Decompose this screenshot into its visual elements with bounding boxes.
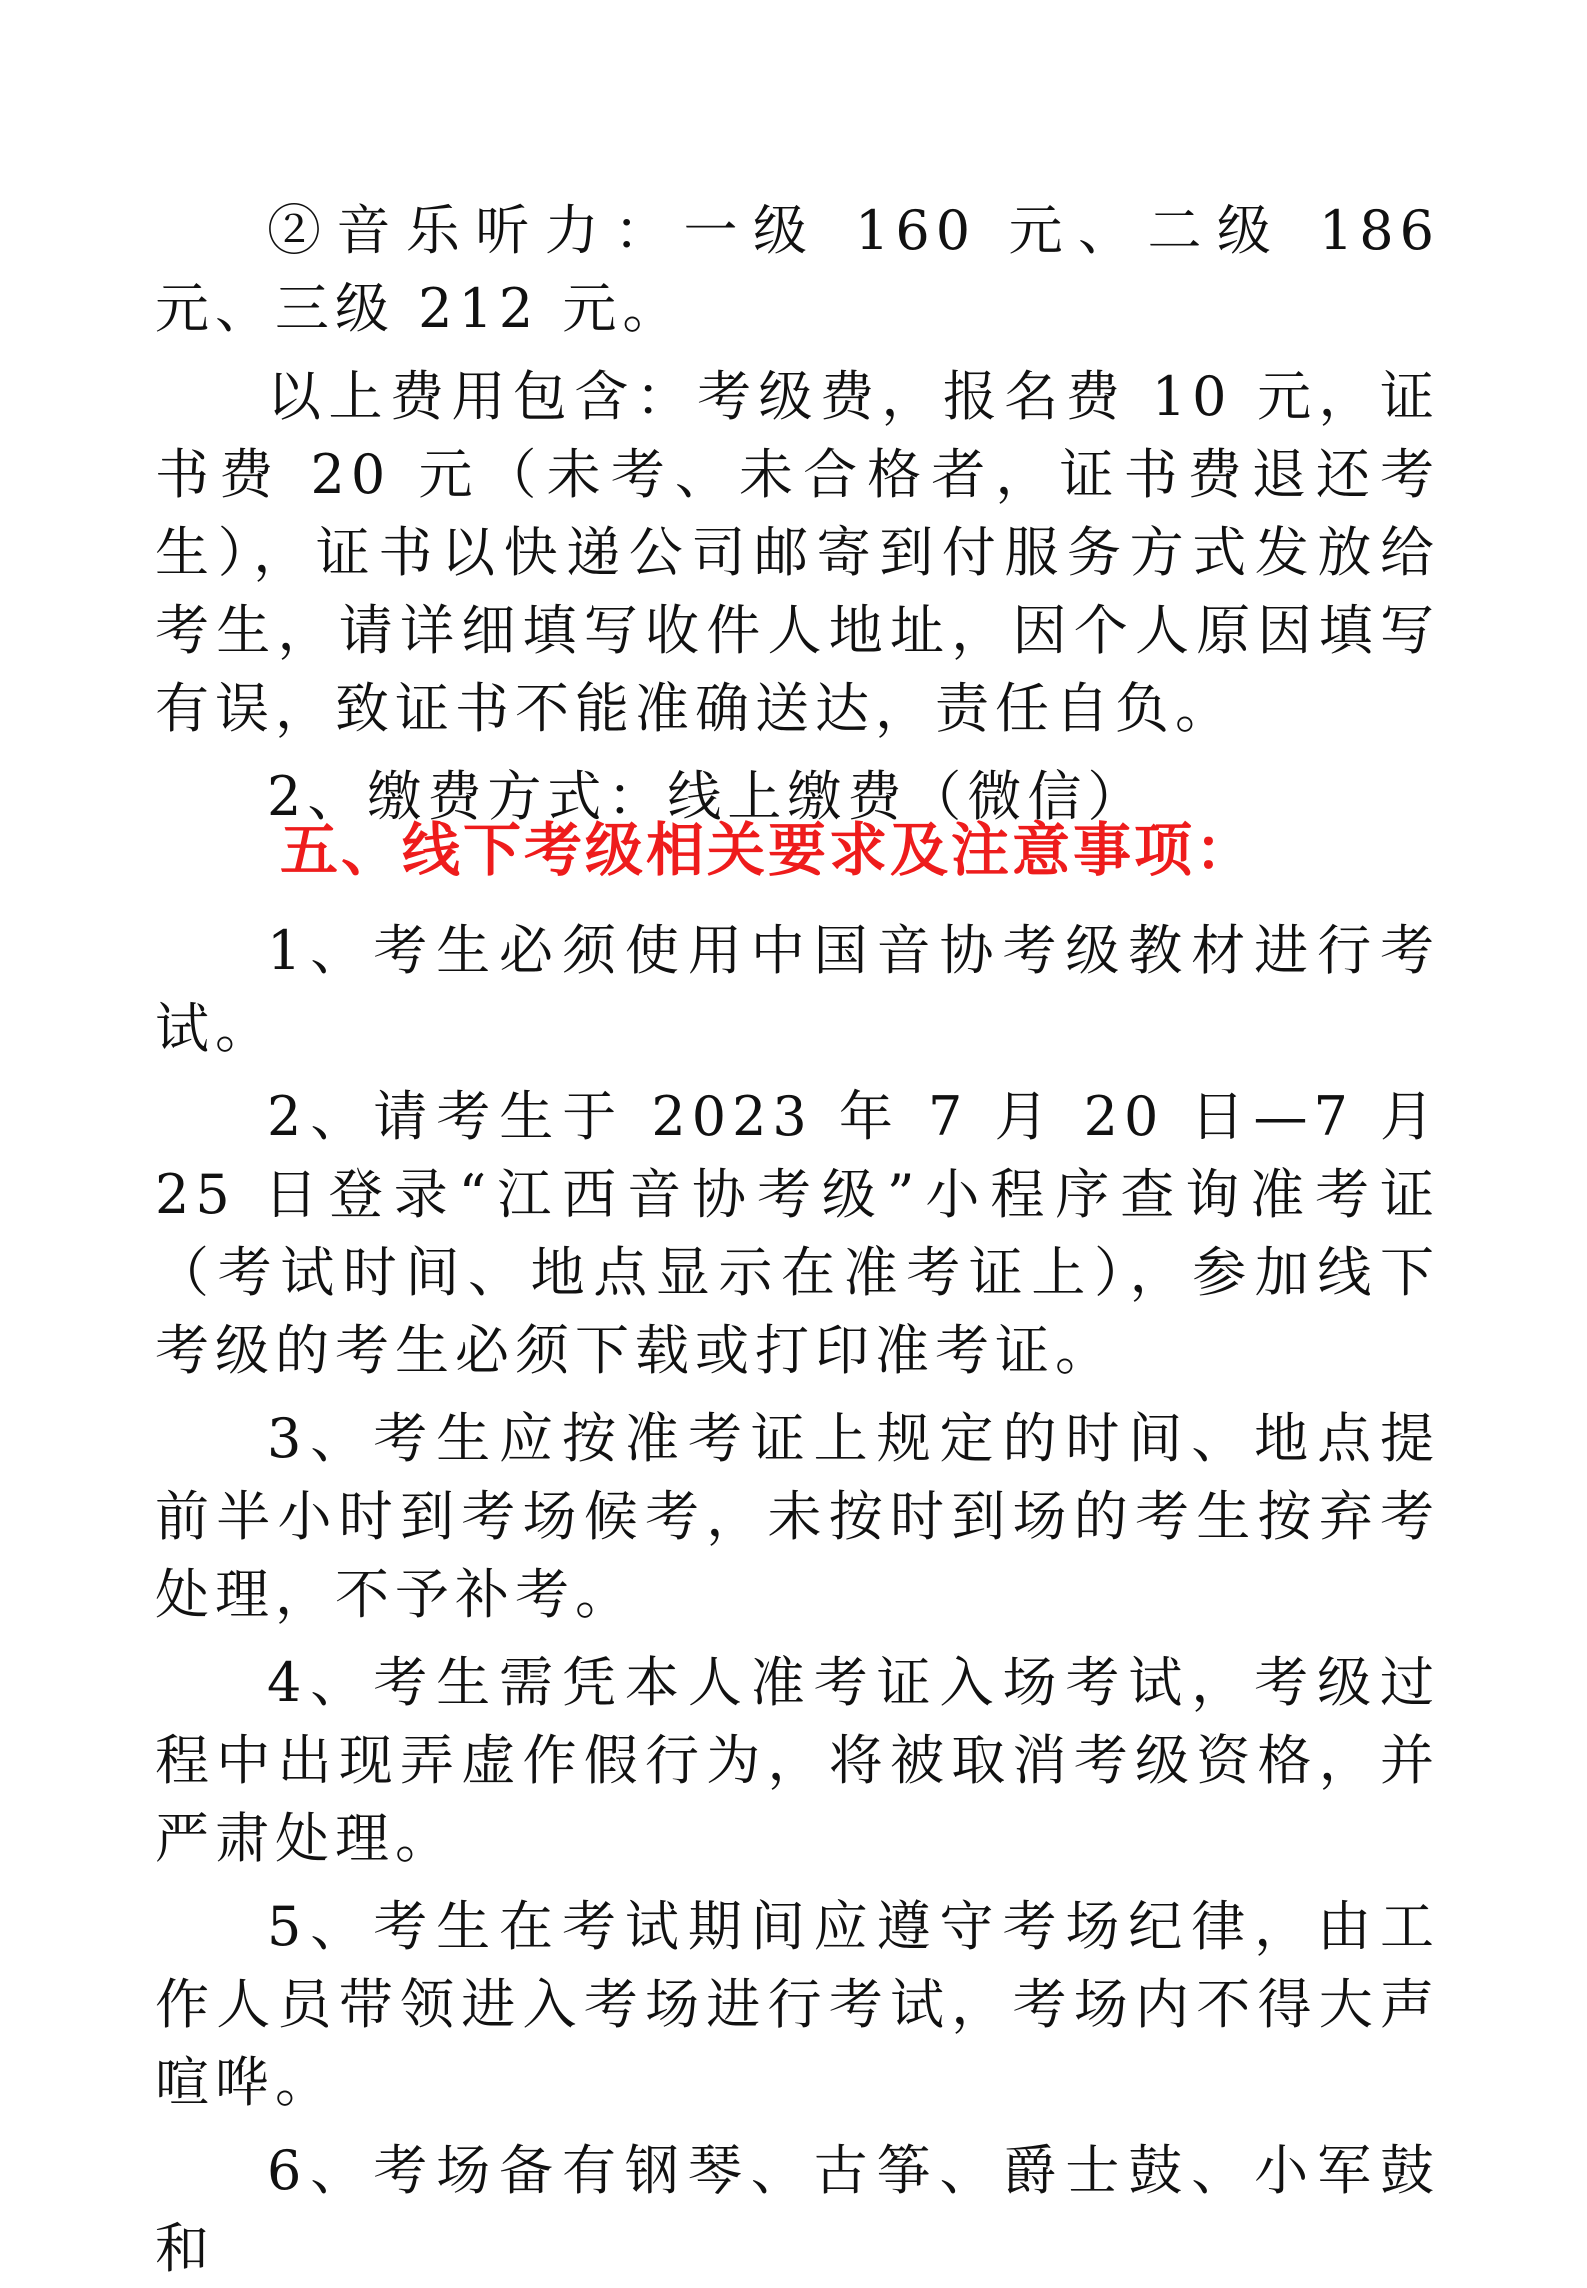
requirements-list [155, 912, 1440, 2288]
paragraph-fee-inclusions: 以上费用包含：考级费，报名费 10 元，证书费 20 元（未考、未合格者，证书费退还考生），证书以快递公司邮寄到付服务方式发放给考生，请详细填写收件人地址，因个人原因填写有误，致证书不能准确送达，责任自负。 [155, 365, 1440, 740]
requirement-item-5: 5、考生在考试期间应遵守考场纪律，由工作人员带领进入考场进行考试，考场内不得大声喧哗。 [155, 1895, 1440, 2114]
requirement-item-2: 2、请考生于 2023 年 7 月 20 日—7 月 25 日登录“江西音协考级”小程序查询准考证（考试时间、地点显示在准考证上），参加线下考级的考生必须下载或打印准考证。 [155, 1085, 1440, 1382]
requirement-item-6: 6、考场备有钢琴、古筝、爵士鼓、小军鼓和 [155, 2139, 1440, 2280]
paragraph-music-listening-fee: ②音乐听力：一级 160 元、二级 186 元、三级 212 元。 [155, 199, 1440, 340]
section-heading-offline-exam-requirements: 五、线下考级相关要求及注意事项： [280, 816, 1257, 884]
fee-section-continued [155, 192, 1440, 836]
requirement-item-1: 1、考生必须使用中国音协考级教材进行考试。 [155, 919, 1440, 1060]
requirement-item-3: 3、考生应按准考证上规定的时间、地点提前半小时到考场候考，未按时到场的考生按弃考处理，不予补考。 [155, 1407, 1440, 1626]
requirement-item-4: 4、考生需凭本人准考证入场考试，考级过程中出现弄虚作假行为，将被取消考级资格，并严肃处理。 [155, 1651, 1440, 1870]
paragraph-payment-method: 2、缴费方式：线上缴费（微信） [267, 765, 1148, 828]
